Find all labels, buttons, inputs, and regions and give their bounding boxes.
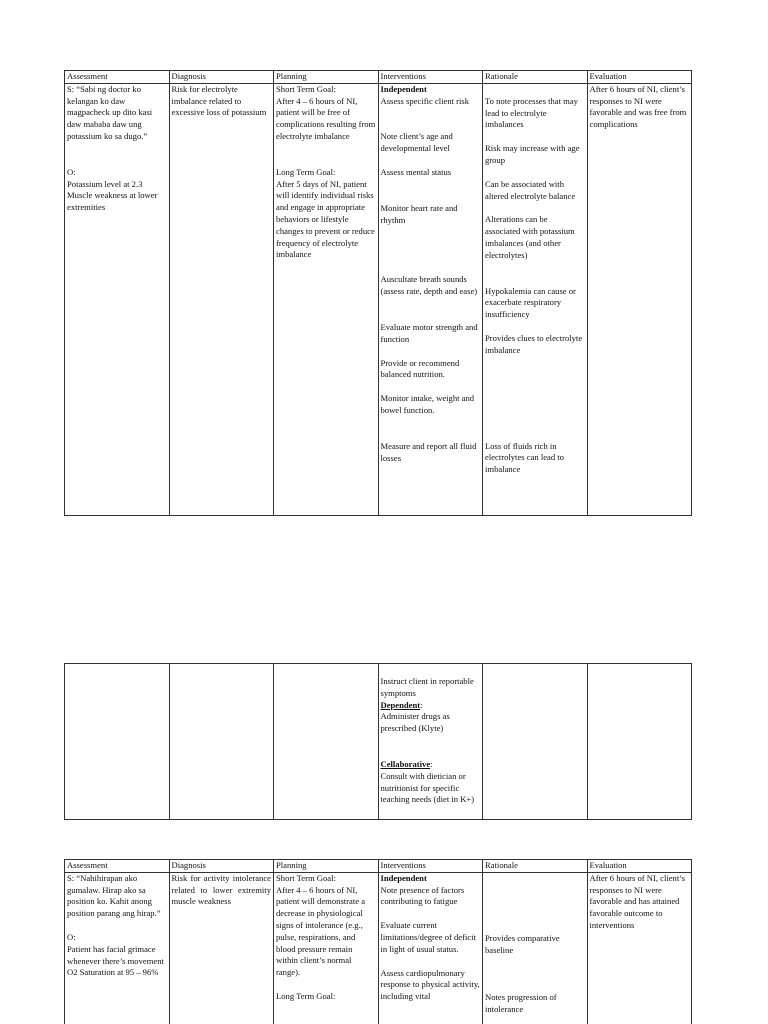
collaborative-label: Cellaborative <box>380 758 431 769</box>
intervention-item: Provide or recommend balanced nutrition. <box>380 357 460 380</box>
intervention-item: Note client’s age and developmental level <box>380 131 453 154</box>
short-term-goal: Short Term Goal: After 4 – 6 hours of NI, patient will be free of complications resulting from electrolyte imbalance <box>276 83 376 141</box>
diagnosis-text: Risk for electrolyte imbalance related to excessive loss of potassium <box>171 83 267 118</box>
care-plan-table-activity <box>64 859 692 1024</box>
assessment-cell <box>65 872 170 1024</box>
header-diagnosis: Diagnosis <box>169 71 274 84</box>
header-evaluation: Evaluation <box>587 71 692 84</box>
header-rationale: Rationale <box>483 860 588 873</box>
objective-data: O: Potassium level at 2.3 Muscle weakness at lower extremities <box>67 166 158 213</box>
intervention-item: Auscultate breath sounds (assess rate, depth and ease) <box>380 274 478 297</box>
table-header-row <box>65 860 692 873</box>
rationale-item: Hypokalemia can cause or exacerbate respiratory insufficiency <box>485 285 576 320</box>
table-row <box>65 872 692 1024</box>
intervention-item: Consult with dietician or nutritionist for specific teaching needs (diet in K+) <box>380 770 475 805</box>
colon: : <box>420 699 423 710</box>
long-term-goal: Long Term Goal: <box>276 990 336 1001</box>
intervention-item: Instruct client in reportable symptoms <box>380 676 474 698</box>
intervention-item: Note presence of factors contributing to fatigue <box>380 884 465 907</box>
rationale-item: Loss of fluids rich in electrolytes can lead to imbalance <box>485 440 564 475</box>
diagnosis-cell <box>169 872 274 1024</box>
subjective-data: S: “Sabi ng doctor ko kelangan ko daw magpacheck up dito kasi daw mababa daw ung potassium ko sa dugo.” <box>67 83 153 141</box>
independent-label: Independent <box>380 83 427 94</box>
header-interventions: Interventions <box>378 71 483 84</box>
rationale-item: Alterations can be associated with potassium imbalances (and other electrolytes) <box>485 214 575 260</box>
intervention-item: Assess specific client risk <box>380 95 470 106</box>
evaluation-text: After 6 hours of NI, client’s responses to NI were favorable and was free from complications <box>589 83 687 130</box>
rationale-item: Can be associated with altered electrolyte balance <box>485 178 576 201</box>
interventions-cell <box>378 872 483 1024</box>
rationale-item: Notes progression of intolerance <box>485 992 557 1015</box>
intervention-item: Monitor intake, weight and bowel function. <box>380 393 475 415</box>
subjective-data: S: “Nahihirapan ako gumalaw. Hirap ako sa position ko. Kahit anong position parang ang hirap.” <box>67 872 161 919</box>
header-diagnosis: Diagnosis <box>169 860 274 873</box>
planning-cell <box>274 872 379 1024</box>
header-planning: Planning <box>274 71 379 84</box>
rationale-item: To note processes that may lead to electrolyte imbalances <box>485 95 578 130</box>
header-assessment: Assessment <box>65 860 170 873</box>
long-term-goal: Long Term Goal: After 5 days of NI, patient will identify individual risks and engage in appropriate behaviors or lifestyle changes to prevent or reduce frequency of electrolyte imbalance <box>276 166 375 260</box>
independent-label: Independent <box>380 872 427 883</box>
intervention-item: Evaluate current limitations/degree of deficit in light of usual status. <box>380 920 476 954</box>
rationale-item: Provides comparative baseline <box>485 932 560 955</box>
rationale-item: Risk may increase with age group <box>485 143 580 165</box>
rationale-item: Provides clues to electrolyte imbalance <box>485 332 583 355</box>
short-term-goal: Short Term Goal: After 4 – 6 hours of NI, patient will demonstrate a decrease in physiological signs of intolerance (e.g., pulse, respirations, and blood pressure remain within client’s normal range). <box>276 872 366 978</box>
evaluation-text: After 6 hours of NI, client’s responses to NI were favorable and has attained favorable outcome to interventions <box>589 872 685 930</box>
header-evaluation: Evaluation <box>587 860 692 873</box>
diagnosis-text: Risk for activity intolerance related to lower extremity muscle weakness <box>171 872 271 907</box>
header-rationale: Rationale <box>483 71 588 84</box>
intervention-item: Assess cardiopulmonary response to physical activity, including vital <box>380 967 480 1002</box>
intervention-item: Administer drugs as prescribed (Klyte) <box>380 711 450 734</box>
intervention-item: Measure and report all fluid losses <box>380 440 477 463</box>
colon: : <box>430 758 433 769</box>
header-assessment: Assessment <box>65 71 170 84</box>
header-planning: Planning <box>274 860 379 873</box>
objective-data: O: Patient has facial grimace whenever there’s movement O2 Saturation at 95 – 96% <box>67 931 164 978</box>
dependent-label: Dependent <box>380 699 421 710</box>
intervention-item: Evaluate motor strength and function <box>380 321 478 344</box>
intervention-item: Assess mental status <box>380 166 452 177</box>
evaluation-cell <box>587 872 692 1024</box>
intervention-item: Monitor heart rate and rhythm <box>380 202 458 225</box>
rationale-cell <box>483 872 588 1024</box>
header-interventions: Interventions <box>378 860 483 873</box>
